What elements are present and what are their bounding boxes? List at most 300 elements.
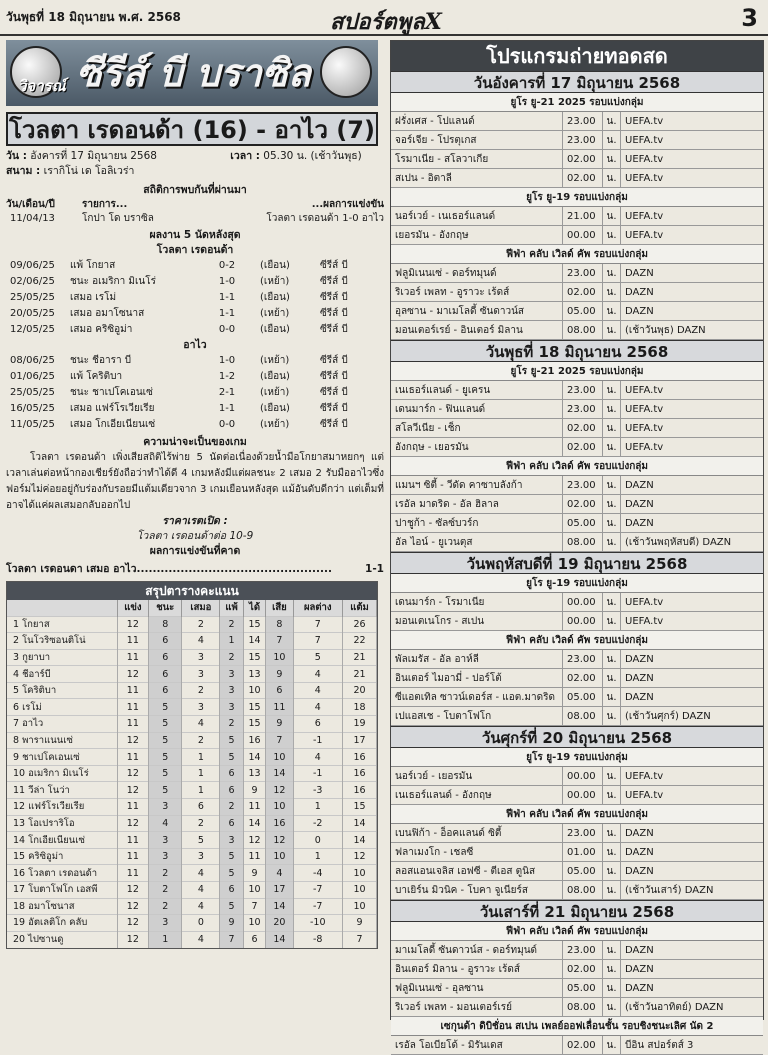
fixture-match: ริเวอร์ เพลท - มอนเตอร์เรย์ — [391, 998, 563, 1016]
fixture-row — [391, 881, 763, 900]
form-competition: ซีรีส์ บี — [320, 324, 348, 335]
standings-cell: 8 — [266, 616, 293, 633]
standings-cell: 3 — [149, 832, 182, 849]
fixture-time: 05.00 — [563, 979, 603, 997]
fixture-match: สเปน - อิตาลี — [391, 169, 563, 187]
form-competition: ซีรีส์ บี — [320, 276, 348, 287]
standings-cell: 10 — [266, 799, 293, 816]
form-score: 1-2 — [218, 371, 236, 382]
match-venue: เรากิโน่ เด โอลิเวร่า — [43, 165, 135, 177]
form-competition: ซีรีส์ บี — [320, 371, 348, 382]
fixture-row — [391, 1036, 763, 1055]
form-score: 0-0 — [218, 324, 236, 335]
fixture-row — [391, 514, 763, 533]
standings-row — [7, 765, 377, 782]
fixture-time-unit: น. — [603, 321, 621, 339]
fixture-channel: UEFA.tv — [625, 230, 664, 241]
schedule-day-header: วันพุธที่ 18 มิถุนายน 2568 — [391, 340, 763, 362]
fixture-channel: UEFA.tv — [625, 423, 664, 434]
standings-row — [7, 616, 377, 633]
h2h-event: โกปา โด บราซิล — [82, 213, 154, 224]
fixture-time-unit: น. — [603, 438, 621, 456]
form-row — [6, 385, 384, 401]
standings-cell: 7 — [243, 898, 266, 915]
fixture-channel: DAZN — [625, 983, 654, 994]
standings-header: ชนะ — [149, 600, 182, 616]
fixture-match: มอนเตอร์เรย์ - อินเตอร์ มิลาน — [391, 321, 563, 339]
fixture-match: ซีแอตเทิล ซาวน์เดอร์ส - แอต.มาดริด — [391, 688, 563, 706]
standings-cell: 20 — [343, 682, 377, 699]
standings-cell: 13 — [243, 765, 266, 782]
standings-cell: 5 — [149, 699, 182, 716]
h2h-col-result: ...ผลการแข่งขัน — [311, 199, 384, 210]
fixture-row — [391, 593, 763, 612]
fixture-row — [391, 824, 763, 843]
fixture-row — [391, 862, 763, 881]
standings-cell: 9 — [243, 782, 266, 799]
fixture-row — [391, 476, 763, 495]
standings-cell: 11 — [117, 699, 149, 716]
form-result: เสมอ เรโม่ — [70, 292, 117, 303]
fixture-match: เดนมาร์ก - ฟินแลนด์ — [391, 400, 563, 418]
standings-cell: 12 — [117, 616, 149, 633]
fixture-channel: UEFA.tv — [625, 616, 664, 627]
fixture-match: เยอรมัน - อังกฤษ — [391, 226, 563, 244]
fixture-time: 05.00 — [563, 862, 603, 880]
prediction-title: ผลการแข่งขันที่คาด — [149, 545, 241, 557]
standings-cell: 6 — [220, 815, 243, 832]
fixture-match: มอนเตเนโกร - สเปน — [391, 612, 563, 630]
standings-cell: 16 — [243, 732, 266, 749]
form-result: เสมอ อมาโซนาส — [70, 308, 145, 319]
standings-cell: 2 — [182, 616, 220, 633]
form-row — [6, 290, 384, 306]
standings-cell: 6 — [293, 716, 343, 733]
standings-cell: 2 — [182, 732, 220, 749]
competition-header: ยูโร ยู-19 รอบแบ่งกลุ่ม — [391, 188, 763, 207]
standings-cell: -1 — [293, 765, 343, 782]
standings-cell: 2 — [149, 865, 182, 882]
football-icon — [320, 46, 372, 98]
standings-row — [7, 832, 377, 849]
fixture-time-unit: น. — [603, 495, 621, 513]
standings-cell: 11 — [117, 649, 149, 666]
competition-header: ยูโร ยู-19 รอบแบ่งกลุ่ม — [391, 574, 763, 593]
fixture-time: 02.00 — [563, 669, 603, 687]
fixture-time: 23.00 — [563, 400, 603, 418]
h2h-col-event: รายการ... — [82, 199, 128, 210]
fixture-row — [391, 150, 763, 169]
standings-cell: 6 — [182, 799, 220, 816]
fixture-time: 23.00 — [563, 131, 603, 149]
fixture-time: 00.00 — [563, 786, 603, 804]
fixture-time: 00.00 — [563, 767, 603, 785]
fixture-channel: DAZN — [625, 828, 654, 839]
fixture-time-unit: น. — [603, 707, 621, 725]
form-row — [6, 353, 384, 369]
fixture-time-unit: น. — [603, 881, 621, 899]
standings-cell: 5 — [149, 716, 182, 733]
standings-row — [7, 882, 377, 899]
fixture-time-unit: น. — [603, 131, 621, 149]
standings-row — [7, 666, 377, 683]
standings-cell: 16 — [343, 782, 377, 799]
fixture-time-unit: น. — [603, 593, 621, 611]
fixture-row — [391, 533, 763, 552]
fixture-row — [391, 669, 763, 688]
standings-team: 6 เรโม่ — [7, 699, 117, 716]
schedule-list — [391, 71, 763, 1055]
standings-header: ได้ — [243, 600, 266, 616]
standings-cell: 7 — [293, 616, 343, 633]
schedule-day-header: วันพฤหัสบดีที่ 19 มิถุนายน 2568 — [391, 552, 763, 574]
fixture-match: ฝรั่งเศส - โปแลนด์ — [391, 112, 563, 130]
standings-cell: 10 — [266, 848, 293, 865]
fixture-time: 02.00 — [563, 495, 603, 513]
standings-cell: 3 — [182, 666, 220, 683]
standings-cell: 6 — [149, 649, 182, 666]
fixture-time-unit: น. — [603, 960, 621, 978]
fixture-time: 00.00 — [563, 226, 603, 244]
fixture-time-unit: น. — [603, 476, 621, 494]
fixture-row — [391, 767, 763, 786]
fixture-time-unit: น. — [603, 824, 621, 842]
competition-header: ยูโร ยู-21 2025 รอบแบ่งกลุ่ม — [391, 362, 763, 381]
fixture-time: 08.00 — [563, 321, 603, 339]
standings-cell: 12 — [117, 815, 149, 832]
form-result: ชนะ อเมริกา มิเนโร่ — [70, 276, 156, 287]
fixture-match: ริเวอร์ เพลท - อูราวะ เร้ดส์ — [391, 283, 563, 301]
standings-cell: -2 — [293, 815, 343, 832]
standings-row — [7, 815, 377, 832]
fixture-time-unit: น. — [603, 786, 621, 804]
standings-cell: 4 — [182, 633, 220, 650]
standings-team: 18 อมาโซนาส — [7, 898, 117, 915]
fixture-channel: UEFA.tv — [625, 154, 664, 165]
standings-cell: 11 — [117, 716, 149, 733]
standings-header — [7, 600, 117, 616]
standings-cell: 2 — [182, 815, 220, 832]
standings-cell: -10 — [293, 915, 343, 932]
competition-header: ยูโร ยู-19 รอบแบ่งกลุ่ม — [391, 748, 763, 767]
fixture-row — [391, 688, 763, 707]
form-date: 01/06/25 — [10, 371, 55, 382]
form-score: 1-0 — [218, 355, 236, 366]
standings-cell: 3 — [220, 682, 243, 699]
fixture-match: ฟลาเมงโก - เชลซี — [391, 843, 563, 861]
standings-cell: 4 — [182, 716, 220, 733]
standings-cell: 11 — [117, 749, 149, 766]
standings-team: 3 กูยาบา — [7, 649, 117, 666]
fixture-channel: DAZN — [625, 499, 654, 510]
form-team2-name: อาไว — [183, 339, 207, 351]
standings-team: 20 ไปซานดู — [7, 931, 117, 948]
form-date: 12/05/25 — [10, 324, 55, 335]
fixture-time: 05.00 — [563, 302, 603, 320]
fixture-time: 23.00 — [563, 476, 603, 494]
standings-cell: 1 — [182, 782, 220, 799]
standings-cell: 11 — [117, 848, 149, 865]
fixture-channel: UEFA.tv — [625, 173, 664, 184]
standings-cell: 3 — [149, 799, 182, 816]
form-venue: (เยือน) — [260, 260, 290, 271]
fixture-channel: DAZN — [625, 673, 654, 684]
standings-cell: 15 — [243, 649, 266, 666]
fixture-time: 23.00 — [563, 941, 603, 959]
fixture-row — [391, 786, 763, 805]
standings-cell: 6 — [220, 765, 243, 782]
fixture-time: 02.00 — [563, 150, 603, 168]
form-venue: (เยือน) — [260, 324, 290, 335]
form-row — [6, 306, 384, 322]
standings-cell: 5 — [220, 898, 243, 915]
standings-team: 8 พาราแนนเซ่ — [7, 732, 117, 749]
standings-cell: 1 — [182, 749, 220, 766]
competition-header: ฟีฟ่า คลับ เวิลด์ คัพ รอบแบ่งกลุ่ม — [391, 922, 763, 941]
form-venue: (เหย้า) — [260, 419, 290, 430]
standings-cell: 10 — [343, 882, 377, 899]
standings-cell: 10 — [343, 898, 377, 915]
standings-cell: 11 — [117, 865, 149, 882]
analysis-title: ความน่าจะเป็นของเกม — [143, 436, 247, 448]
h2h-row — [6, 212, 384, 226]
standings-cell: 4 — [293, 666, 343, 683]
standings-cell: 17 — [343, 732, 377, 749]
standings-header: แข่ง — [117, 600, 149, 616]
standings-cell: 15 — [343, 799, 377, 816]
standings-row — [7, 682, 377, 699]
standings-cell: 10 — [266, 749, 293, 766]
fixture-match: อุลซาน - มาเมโลดี้ ซันดาวน์ส — [391, 302, 563, 320]
fixture-row — [391, 843, 763, 862]
standings-cell: 12 — [117, 732, 149, 749]
fixture-row — [391, 302, 763, 321]
schedule-day-header: วันอังคารที่ 17 มิถุนายน 2568 — [391, 71, 763, 93]
form-venue: (เหย้า) — [260, 387, 290, 398]
form-competition: ซีรีส์ บี — [320, 260, 348, 271]
fixture-match: นอร์เวย์ - เยอรมัน — [391, 767, 563, 785]
fixture-time: 02.00 — [563, 419, 603, 437]
fixture-time-unit: น. — [603, 264, 621, 282]
fixture-channel: (เช้าวันอาทิตย์) DAZN — [625, 1002, 724, 1013]
form-date: 02/06/25 — [10, 276, 55, 287]
fixture-channel: DAZN — [625, 268, 654, 279]
standings-team: 15 คริซิอูม่า — [7, 848, 117, 865]
standings-team: 2 โนโวริซอนติโน่ — [7, 633, 117, 650]
fixture-channel: UEFA.tv — [625, 116, 664, 127]
fixture-row — [391, 131, 763, 150]
issue-date: วันพุธที่ 18 มิถุนายน พ.ศ. 2568 — [6, 10, 181, 24]
standings-cell: 7 — [293, 633, 343, 650]
fixture-time: 02.00 — [563, 1036, 603, 1054]
standings-row — [7, 915, 377, 932]
standings-cell: 21 — [343, 649, 377, 666]
banner-subtitle: วิจารณ์ — [18, 77, 66, 95]
fixture-match: อังกฤษ - เยอรมัน — [391, 438, 563, 456]
standings-cell: 5 — [220, 865, 243, 882]
fixture-match: เรอัล โอเบียโด้ - มิรันเดส — [391, 1036, 563, 1054]
standings-cell: 12 — [266, 832, 293, 849]
standings-cell: 14 — [343, 832, 377, 849]
form-result: ชนะ ชีอารา บี — [70, 355, 132, 366]
standings-cell: -7 — [293, 898, 343, 915]
form-competition: ซีรีส์ บี — [320, 308, 348, 319]
fixture-match: พัลเมรัส - อัล อาห์ลี — [391, 650, 563, 668]
h2h-title: สถิติการพบกันที่ผ่านมา — [143, 184, 247, 196]
fixture-match: อินเตอร์ มิลาน - อูราวะ เร้ดส์ — [391, 960, 563, 978]
fixture-match: เดนมาร์ก - โรมาเนีย — [391, 593, 563, 611]
form-competition: ซีรีส์ บี — [320, 403, 348, 414]
fixture-row — [391, 321, 763, 340]
standings-cell: 11 — [243, 799, 266, 816]
standings-cell: 12 — [117, 931, 149, 948]
fixture-match: ลอสแอนเจลิส เอฟซี - ตีเอส ตูนิส — [391, 862, 563, 880]
fixture-match: เปแอสเช - โบตาโฟโก — [391, 707, 563, 725]
fixture-time: 01.00 — [563, 843, 603, 861]
standings-row — [7, 848, 377, 865]
fixture-time-unit: น. — [603, 169, 621, 187]
fixture-channel: UEFA.tv — [625, 790, 664, 801]
standings-team: 11 วีล่า โนว่า — [7, 782, 117, 799]
standings-row — [7, 865, 377, 882]
fixture-match: แมนฯ ซิตี้ - วีดัด คาซาบลังก้า — [391, 476, 563, 494]
standings-team: 16 โวลตา เรดอนด้า — [7, 865, 117, 882]
standings-row — [7, 633, 377, 650]
standings-cell: 10 — [243, 882, 266, 899]
schedule-day-header: วันเสาร์ที่ 21 มิถุนายน 2568 — [391, 900, 763, 922]
fixture-row — [391, 612, 763, 631]
standings-cell: 11 — [117, 633, 149, 650]
form-venue: (เหย้า) — [260, 276, 290, 287]
fixture-match: มาเมโลดี้ ซันดาวน์ส - ดอร์ทมุนด์ — [391, 941, 563, 959]
fixture-time: 23.00 — [563, 824, 603, 842]
standings-cell: 4 — [182, 865, 220, 882]
standings-cell: 2 — [220, 649, 243, 666]
h2h-table — [6, 198, 384, 226]
form-venue: (เยือน) — [260, 371, 290, 382]
fixture-time-unit: น. — [603, 419, 621, 437]
fixture-row — [391, 400, 763, 419]
fixture-row — [391, 941, 763, 960]
standings-cell: 14 — [266, 898, 293, 915]
form-score: 2-1 — [218, 387, 236, 398]
schedule-title: โปรแกรมถ่ายทอดสด — [391, 41, 763, 71]
standings-cell: 10 — [243, 682, 266, 699]
standings-cell: 10 — [243, 915, 266, 932]
fixture-time-unit: น. — [603, 207, 621, 225]
fixture-channel: DAZN — [625, 945, 654, 956]
form-team1-list — [6, 258, 384, 338]
fixture-row — [391, 707, 763, 726]
fixture-time-unit: น. — [603, 381, 621, 399]
fixture-time-unit: น. — [603, 979, 621, 997]
standings-cell: 6 — [220, 782, 243, 799]
fixture-time-unit: น. — [603, 612, 621, 630]
fixture-time-unit: น. — [603, 998, 621, 1016]
fixture-time-unit: น. — [603, 1036, 621, 1054]
fixture-channel: UEFA.tv — [625, 385, 664, 396]
fixture-row — [391, 207, 763, 226]
standings-team: 13 โอเปราริโอ — [7, 815, 117, 832]
competition-header: เซกุนด้า ดิบิชั่อน สเปน เพลย์ออฟเลื่อนชั้น รอบชิงชนะเลิศ นัด 2 — [391, 1017, 763, 1036]
fixture-time: 23.00 — [563, 264, 603, 282]
fixture-channel: บีอิน สปอร์ตส์ 3 — [625, 1040, 694, 1051]
standings-cell: 26 — [343, 616, 377, 633]
standings-row — [7, 699, 377, 716]
standings-cell: 14 — [266, 931, 293, 948]
fixture-time-unit: น. — [603, 533, 621, 551]
standings-cell: 12 — [117, 765, 149, 782]
page-number: 3 — [741, 4, 758, 32]
standings-row — [7, 649, 377, 666]
tv-schedule-column — [390, 40, 764, 1051]
banner-title: ซีรีส์ บี บราซิล — [76, 51, 311, 95]
fixture-match: โรมาเนีย - สโลวาเกีย — [391, 150, 563, 168]
competition-header: ฟีฟ่า คลับ เวิลด์ คัพ รอบแบ่งกลุ่ม — [391, 631, 763, 650]
standings-cell: 9 — [266, 666, 293, 683]
standings-cell: 12 — [266, 782, 293, 799]
fixture-time-unit: น. — [603, 112, 621, 130]
form-venue: (เหย้า) — [260, 308, 290, 319]
match-day: อังคารที่ 17 มิถุนายน 2568 — [30, 150, 157, 162]
standings-cell: 7 — [266, 633, 293, 650]
standings-cell: 3 — [220, 699, 243, 716]
fixture-match: ฟลูมิเนนเซ่ - ดอร์ทมุนด์ — [391, 264, 563, 282]
standings-cell: -4 — [293, 865, 343, 882]
standings-cell: 12 — [343, 848, 377, 865]
fixture-channel: DAZN — [625, 866, 654, 877]
standings-header: แพ้ — [220, 600, 243, 616]
standings-cell: 15 — [243, 616, 266, 633]
fixture-time: 00.00 — [563, 593, 603, 611]
standings-cell: 6 — [149, 682, 182, 699]
fixture-time-unit: น. — [603, 514, 621, 532]
form-row — [6, 401, 384, 417]
standings-cell: 10 — [266, 649, 293, 666]
fixture-time: 00.00 — [563, 612, 603, 630]
fixture-match: นอร์เวย์ - เนเธอร์แลนด์ — [391, 207, 563, 225]
standings-team: 12 แฟร์โรเวียเรีย — [7, 799, 117, 816]
standings-cell: 6 — [266, 682, 293, 699]
time-label: เวลา : — [230, 150, 260, 162]
fixture-channel: DAZN — [625, 518, 654, 529]
form-result: แพ้ โกยาส — [70, 260, 116, 271]
fixture-time-unit: น. — [603, 941, 621, 959]
form-team2-list — [6, 353, 384, 433]
fixture-channel: UEFA.tv — [625, 135, 664, 146]
fixture-row — [391, 438, 763, 457]
analysis-text: โวลตา เรดอนด้า เพิ่งเสียสถิติไร้พ่าย 5 นัดต่อเนื่องด้วยน้ำมือโกยาสมาหยกๆ แต่เวลาเล่นต่อหน้ากองเชียร์ยังถือว่าทำได้ดี 4 เกมหลังมีแต่ผลชนะ 2 เสมอ 2 รับมืออาไวซึ่งฟอร์มไม่ค่อยอยู่กับร่องกับรอยมีแต้มเดียวจาก 3 เกมเยือนหลังสุด แม้อันดับดีกว่า แต่เต็มที่อาจได้แค่ผลเสมอกลับออกไป — [6, 452, 384, 511]
form-row — [6, 258, 384, 274]
fixture-channel: DAZN — [625, 847, 654, 858]
match-time: 05.30 น. (เช้าวันพุธ) — [263, 150, 362, 162]
form-date: 09/06/25 — [10, 260, 55, 271]
standings-cell: -3 — [293, 782, 343, 799]
standings-cell: 11 — [117, 682, 149, 699]
standings-cell: 12 — [243, 832, 266, 849]
standings-cell: 9 — [243, 865, 266, 882]
competition-header: ฟีฟ่า คลับ เวิลด์ คัพ รอบแบ่งกลุ่ม — [391, 457, 763, 476]
form-result: เสมอ โกเอียเนียนเซ่ — [70, 419, 156, 430]
fixture-match: อินเตอร์ ไมอามี่ - ปอร์โต้ — [391, 669, 563, 687]
standings-cell: 22 — [343, 633, 377, 650]
standings-row — [7, 799, 377, 816]
standings-row — [7, 716, 377, 733]
standings-cell: 2 — [220, 799, 243, 816]
standings-cell: -8 — [293, 931, 343, 948]
fixture-time: 02.00 — [563, 283, 603, 301]
fixture-time-unit: น. — [603, 400, 621, 418]
